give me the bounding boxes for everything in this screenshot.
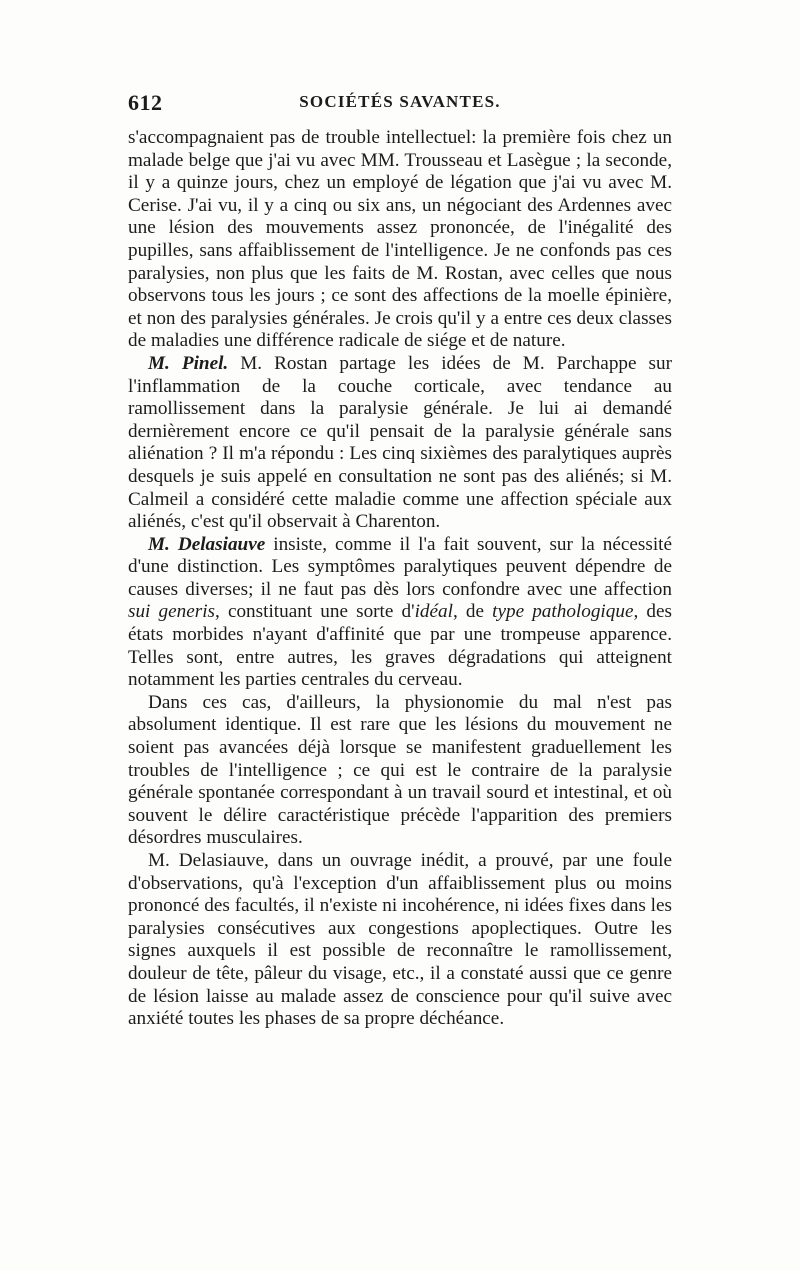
running-title: SOCIÉTÉS SAVANTES.: [299, 92, 501, 111]
paragraph-text: , des états morbides n'ayant d'affinité que par une trompeuse apparence. Telles sont, entre autres, les graves dégradations qui atteignent notamment les parties centrales du cerveau.: [128, 601, 672, 691]
paragraph-text: , de: [452, 601, 493, 623]
speaker-name: M. Delasiauve: [148, 533, 266, 555]
italic-term: type pathologique: [492, 601, 634, 623]
latin-term: sui generis: [128, 601, 216, 623]
page-number: 612: [128, 90, 163, 115]
paragraph-text: insiste, comme il l'a fait souvent, sur la nécessité d'une distinction. Les symptômes paralytiques peuvent dépendre de causes diverses; il ne faut pas dès lors confondre avec une affection: [128, 533, 672, 600]
speaker-name: M. Pinel.: [148, 352, 229, 374]
paragraph-ouvrage-inedit: [128, 850, 672, 1031]
paragraph-text: s'accompagnaient pas de trouble intellectuel: la première fois chez un malade belge que j'ai vu avec MM. Trousseau et Lasègue ; la seconde, il y a quinze jours, chez un employé de légation que j'ai vu avec M. Cerise. J'ai vu, il y a cinq ou six ans, un négociant des Ardennes avec une lésion des mouvements assez prononcée, de l'inégalité des pupilles, sans affaiblissement de l'intelligence. Je ne confonds pas ces paralysies, non plus que les faits de M. Rostan, avec celles que nous observons tous les jours ; ce sont des affections de la moelle épinière, et non des paralysies générales. Je crois qu'il y a entre ces deux classes de maladies une différence radicale de siége et de nature.: [128, 127, 672, 352]
paragraph-text: Dans ces cas, d'ailleurs, la physionomie du mal n'est pas absolument identique. Il est rare que les lésions du mouvement ne soient pas avancées déjà lorsque se manifestent graduellement les troubles de l'intelligence ; ce qui est le contraire de la paralysie générale spontanée correspondant à un travail sourd et intestinal, et où souvent le délire caractéristique précède l'apparition des premiers désordres musculaires.: [128, 691, 672, 849]
paragraph-continuation: [128, 127, 672, 353]
paragraph-physionomie: [128, 692, 672, 850]
paragraph-text: M. Rostan partage les idées de M. Parchappe sur l'inflammation de la couche corticale, avec tendance au ramollissement dans la paralysie générale. Je lui ai demandé dernièrement encore ce qu'il pensait de la paralysie générale sans aliénation ? Il m'a répondu : Les cinq sixièmes des paralytiques auprès desquels je suis appelé en consultation ne sont pas des aliénés; si M. Calmeil a considéré cette maladie comme une affection spéciale aux aliénés, c'est qu'il observait à Charenton.: [128, 352, 672, 533]
page-header: [128, 90, 672, 120]
paragraph-text: M. Delasiauve, dans un ouvrage inédit, a prouvé, par une foule d'observations, qu'à l'exception d'un affaiblissement plus ou moins prononcé des facultés, il n'existe ni incohérence, ni idées fixes dans les paralysies consécutives aux congestions apoplectiques. Outre les signes auxquels il est possible de reconnaître le ramollissement, douleur de tête, pâleur du visage, etc., il a constaté aussi que ce genre de lésion laisse au malade assez de conscience pour qu'il suive avec anxiété toutes les phases de sa propre déchéance.: [128, 850, 672, 1030]
paragraph-delasiauve: [128, 534, 672, 692]
paragraph-pinel: [128, 353, 672, 534]
italic-term: idéal: [414, 601, 453, 623]
paragraph-text: , constituant une sorte d': [215, 601, 415, 623]
body-text: [128, 127, 672, 1031]
